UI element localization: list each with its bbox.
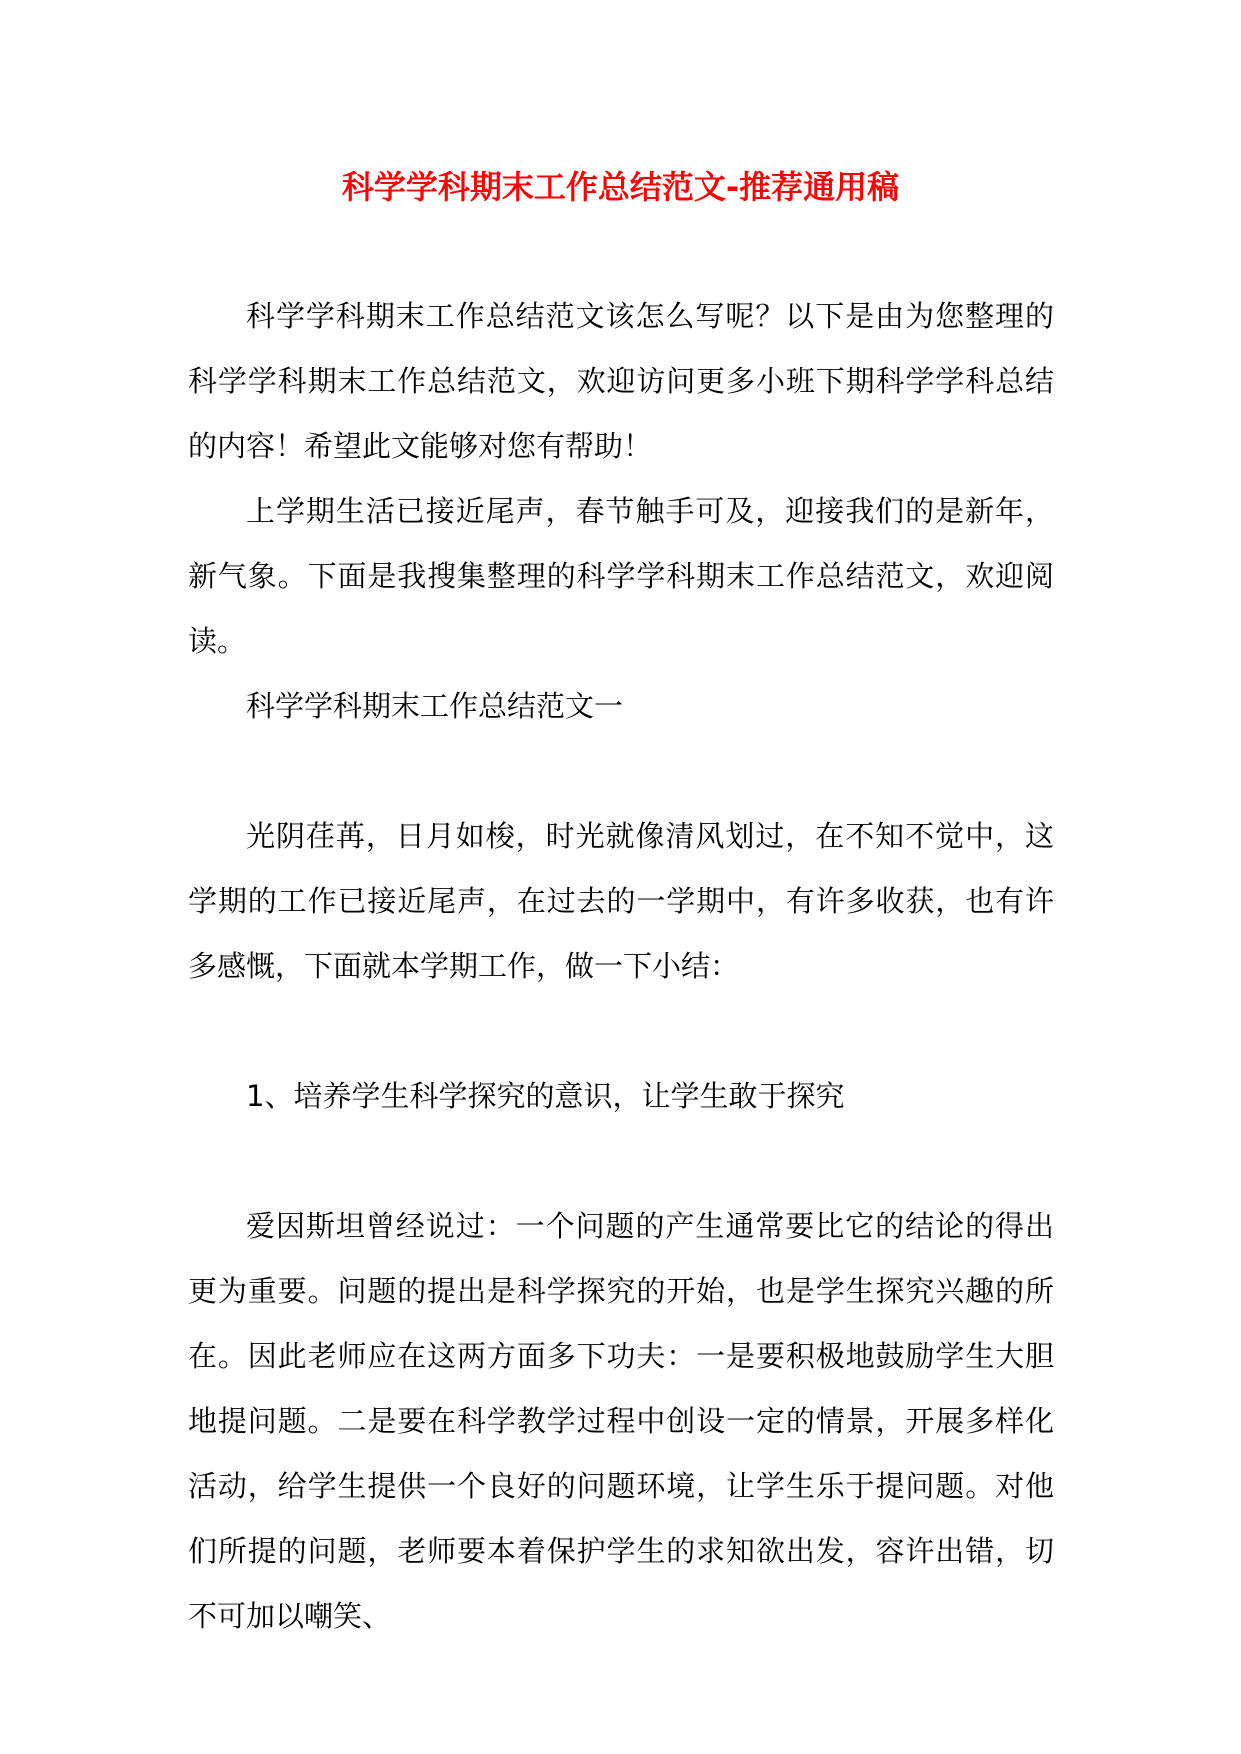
intro-paragraph: 科学学科期末工作总结范文该怎么写呢？以下是由为您整理的科学学科期末工作总结范文，欢迎访问更多小班下期科学学科总结的内容！希望此文能够对您有帮助！ <box>188 299 1054 463</box>
second-paragraph: 上学期生活已接近尾声，春节触手可及，迎接我们的是新年，新气象。下面是我搜集整理的科学学科期末工作总结范文，欢迎阅读。 <box>188 494 1054 658</box>
document-title: 科学学科期末工作总结范文-推荐通用稿 <box>341 168 900 206</box>
section-heading-2: 1、培养学生科学探究的意识，让学生敢于探究 <box>246 1079 845 1113</box>
section-heading-1: 科学学科期末工作总结范文一 <box>246 689 624 723</box>
fourth-paragraph: 爱因斯坦曾经说过：一个问题的产生通常要比它的结论的得出更为重要。问题的提出是科学探究的开始，也是学生探究兴趣的所在。因此老师应在这两方面多下功夫：一是要积极地鼓励学生大胆地提问题。二是要在科学教学过程中创设一定的情景，开展多样化活动，给学生提供一个良好的问题环境，让学生乐于提问题。对他们所提的问题，老师要本着保护学生的求知欲出发，容许出错，切不可加以嘲笑、 <box>188 1209 1054 1633</box>
third-paragraph: 光阴荏苒，日月如梭，时光就像清风划过，在不知不觉中，这学期的工作已接近尾声，在过去的一学期中，有许多收获，也有许多感慨，下面就本学期工作，做一下小结： <box>188 819 1054 983</box>
